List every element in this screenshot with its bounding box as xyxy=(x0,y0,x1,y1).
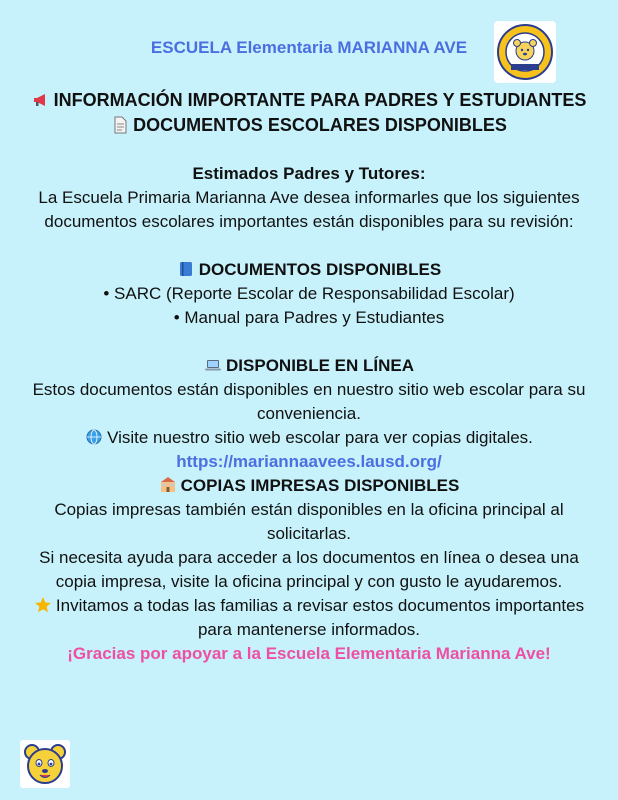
document-icon xyxy=(111,116,129,134)
school-website-link[interactable]: https://mariannaavees.lausd.org/ xyxy=(176,452,442,471)
heading-line-2: DOCUMENTOS ESCOLARES DISPONIBLES xyxy=(20,113,598,138)
star-icon xyxy=(34,596,52,614)
thanks-message: ¡Gracias por apoyar a la Escuela Elementaria Marianna Ave! xyxy=(67,644,551,663)
blue-book-icon xyxy=(177,260,195,278)
document-item-handbook: • Manual para Padres y Estudiantes xyxy=(173,308,445,327)
school-seal-logo xyxy=(494,21,556,83)
globe-icon xyxy=(85,428,103,446)
notice-content xyxy=(20,88,598,666)
printed-help: Si necesita ayuda para acceder a los documentos en línea o desea una copia impresa, visite la oficina principal y con gusto le ayudaremos. xyxy=(39,548,579,591)
printed-body: Copias impresas también están disponibles en la oficina principal al solicitarlas. xyxy=(54,500,564,543)
megaphone-icon xyxy=(32,91,50,109)
online-body: Estos documentos están disponibles en nuestro sitio web escolar para su conveniencia. xyxy=(32,380,586,423)
school-title: ESCUELA Elementaria MARIANNA AVE xyxy=(150,38,468,57)
printed-title: COPIAS IMPRESAS DISPONIBLES xyxy=(20,474,598,498)
heading-line-1: INFORMACIÓN IMPORTANTE PARA PADRES Y ESTUDIANTES xyxy=(20,88,598,113)
greeting-title: Estimados Padres y Tutores: xyxy=(192,164,426,183)
bear-mascot-logo xyxy=(20,740,70,788)
laptop-icon xyxy=(204,356,222,374)
school-building-icon xyxy=(159,476,177,494)
document-item-sarc: • SARC (Reporte Escolar de Responsabilidad Escolar) xyxy=(103,284,515,303)
online-visit: Visite nuestro sitio web escolar para ver copias digitales. xyxy=(20,426,598,450)
greeting-body: La Escuela Primaria Marianna Ave desea informarles que los siguientes documentos escolares importantes están disponibles para su revisión: xyxy=(38,188,580,231)
online-title: DISPONIBLE EN LÍNEA xyxy=(20,354,598,378)
documents-title: DOCUMENTOS DISPONIBLES xyxy=(20,258,598,282)
invite-text: Invitamos a todas las familias a revisar estos documentos importantes para mantenerse informados. xyxy=(20,594,598,642)
